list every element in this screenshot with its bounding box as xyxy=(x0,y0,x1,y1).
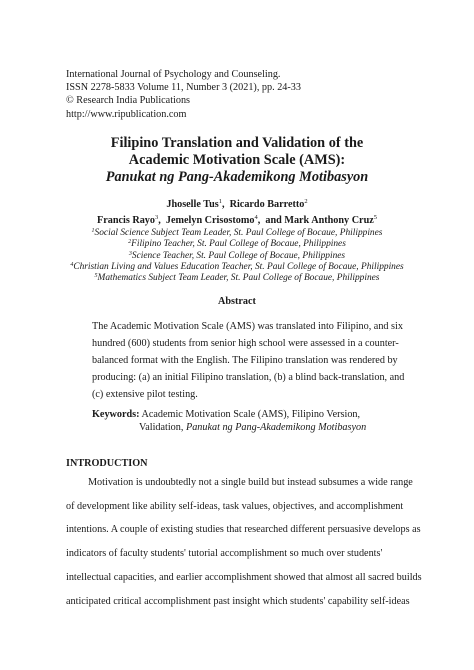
affiliation-item xyxy=(0,262,474,273)
journal-name: International Journal of Psychology and Counseling. xyxy=(66,69,281,80)
author-sup: 2 xyxy=(304,198,308,205)
author-sup: 5 xyxy=(373,214,378,221)
introduction-body xyxy=(66,471,422,613)
author-conjunction: and xyxy=(265,215,282,226)
keywords xyxy=(92,408,366,434)
journal-header xyxy=(66,68,301,121)
abstract-line: hundred (600) students from senior high school were assessed in a counter- xyxy=(92,338,399,349)
abstract-body xyxy=(92,318,405,403)
author-sup: 1 xyxy=(218,198,222,205)
journal-issn: ISSN 2278-5833 Volume 11, Number 3 (2021), pp. 24-33 xyxy=(66,82,301,94)
journal-url[interactable]: http://www.ripublication.com xyxy=(66,108,187,120)
affiliation-item xyxy=(0,251,474,262)
author-sup: 4 xyxy=(254,214,258,221)
body-line: intellectual capacities, and earlier accomplishment showed that almost all sacred builds xyxy=(66,571,422,583)
affiliation-sup: 2 xyxy=(128,239,132,246)
author-list xyxy=(0,197,474,229)
affiliation-item xyxy=(0,228,474,239)
body-line: indicators of faculty students' tutorial accomplishment so much over students' xyxy=(66,548,383,560)
affiliations xyxy=(0,228,474,284)
author-line-1 xyxy=(0,197,474,213)
title-line-2: Academic Motivation Scale (AMS): xyxy=(128,152,346,168)
affiliation-sup: 5 xyxy=(94,273,98,280)
author-separator: , xyxy=(257,215,261,226)
affiliation-item xyxy=(0,273,474,284)
author-sup: 3 xyxy=(155,214,159,221)
body-line: intentions. A couple of existing studies that researched different persuasive develops as xyxy=(66,524,421,536)
author-separator: , xyxy=(221,199,225,210)
affiliation-item xyxy=(0,239,474,250)
keywords-line-2: Validation, xyxy=(139,422,184,433)
journal-copyright: © Research India Publications xyxy=(66,95,191,107)
author-line-2 xyxy=(0,213,474,229)
body-line: of development like ability self-ideas, task values, objectives, and accomplishment xyxy=(66,500,404,512)
section-heading-introduction: INTRODUCTION xyxy=(66,458,148,469)
affiliation-sup: 4 xyxy=(70,261,74,268)
affiliation-sup: 3 xyxy=(128,250,132,257)
keywords-line-2-italic: Panukat ng Pang-Akademikong Motibasyon xyxy=(185,422,367,433)
keywords-line-1: Academic Motivation Scale (AMS), Filipino Version, xyxy=(141,409,361,420)
affiliation-text: Filipino Teacher, St. Paul College of Bocaue, Philippines xyxy=(131,239,346,250)
title-line-3: Panukat ng Pang-Akademikong Motibasyon xyxy=(105,169,369,185)
author-name: Jemelyn Crisostomo xyxy=(165,215,255,226)
abstract-line: producing: (a) an initial Filipino translation, (b) a blind back-translation, and xyxy=(92,372,405,383)
affiliation-text: Social Science Subject Team Leader, St. Paul College of Bocaue, Philippines xyxy=(94,228,383,238)
abstract-line: The Academic Motivation Scale (AMS) was translated into Filipino, and six xyxy=(92,321,403,332)
abstract-line: balanced format with the English. The Filipino translation was rendered by xyxy=(92,355,398,366)
affiliation-text: Mathematics Subject Team Leader, St. Paul College of Bocaue, Philippines xyxy=(97,273,380,284)
body-line: Motivation is undoubtedly not a single build but instead subsumes a wide range xyxy=(88,477,413,488)
affiliation-sup: 1 xyxy=(91,228,95,234)
author-name: Francis Rayo xyxy=(96,215,155,226)
author-name: Ricardo Barretto xyxy=(229,199,305,210)
title-line-1: Filipino Translation and Validation of the xyxy=(110,135,364,151)
author-name: Mark Anthony Cruz xyxy=(284,215,374,226)
keywords-label: Keywords: xyxy=(92,409,140,420)
affiliation-text: Science Teacher, St. Paul College of Bocaue, Philippines xyxy=(131,250,346,261)
paper-title xyxy=(0,135,474,186)
author-name: Jhoselle Tus xyxy=(166,199,219,210)
affiliation-text: Christian Living and Values Education Teacher, St. Paul College of Bocaue, Philippines xyxy=(73,261,404,272)
abstract-heading: Abstract xyxy=(218,296,256,307)
author-separator: , xyxy=(158,215,161,226)
body-line: anticipated critical accomplishment past insight which students' capability self-ideas xyxy=(66,595,410,607)
abstract-line: (c) extensive pilot testing. xyxy=(92,389,198,400)
